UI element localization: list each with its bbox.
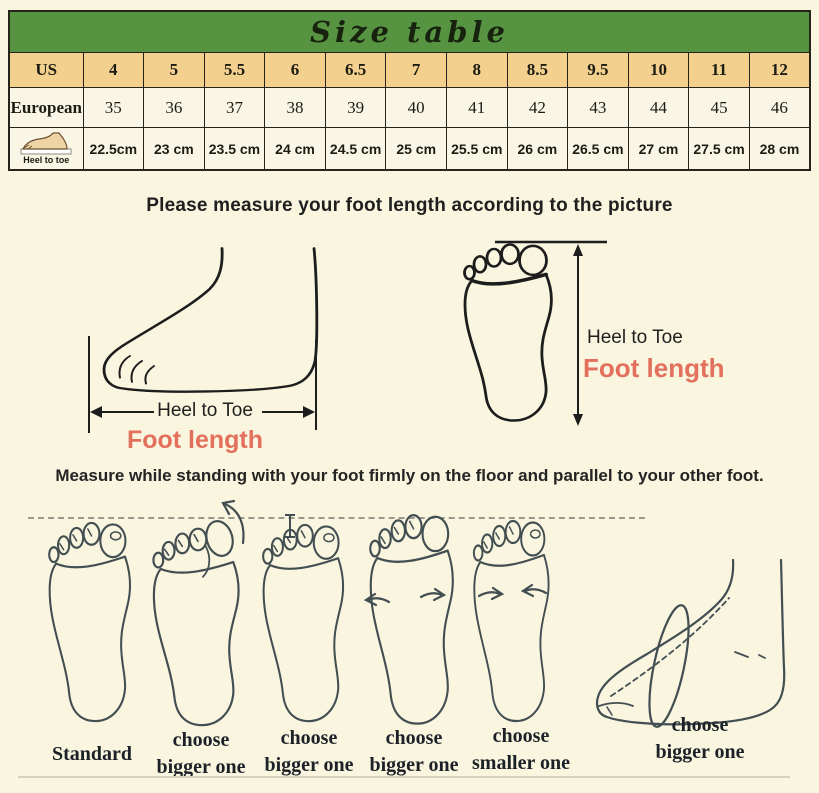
size-cell: 39 (325, 88, 386, 128)
size-cell: 6.5 (325, 53, 386, 88)
narrow-foot-illustration (470, 517, 556, 729)
size-cell: 27.5 cm (689, 128, 750, 171)
fit-guide-label-standard (32, 741, 152, 768)
fit-label-line1: Standard (51, 743, 133, 765)
fit-label-line2: bigger one (156, 756, 246, 778)
gap-measure-mark-icon (283, 512, 297, 540)
arrow-right-icon (420, 587, 448, 603)
us-size-row (9, 53, 810, 88)
size-cell: 35 (83, 88, 144, 128)
size-cell: 38 (265, 88, 326, 128)
size-cell: 42 (507, 88, 568, 128)
size-cell: 5.5 (204, 53, 265, 88)
fit-label-line1: choose (385, 727, 443, 749)
size-cell: 43 (568, 88, 629, 128)
size-cell: 27 cm (628, 128, 689, 171)
size-cell: 12 (749, 53, 810, 88)
fit-guide-label-3 (251, 725, 367, 779)
heel-row-label-cell (9, 128, 83, 171)
size-cell: 5 (144, 53, 205, 88)
fit-label-line1: choose (671, 714, 729, 736)
fit-label-line2: smaller one (472, 752, 570, 774)
size-cell: 41 (446, 88, 507, 128)
size-cell: 44 (628, 88, 689, 128)
mini-foot-icon (18, 132, 74, 156)
size-cell: 24.5 cm (325, 128, 386, 171)
fit-label-line2: bigger one (264, 754, 354, 776)
foot-length-label-sole: Foot length (583, 353, 725, 383)
size-cell: 24 cm (265, 128, 326, 171)
size-cell: 8.5 (507, 53, 568, 88)
arrow-left-icon (362, 592, 390, 608)
size-cell: 46 (749, 88, 810, 128)
size-table-header (9, 11, 810, 53)
fit-label-line2: bigger one (369, 754, 459, 776)
size-cell: 7 (386, 53, 447, 88)
fit-guide-label-4 (356, 725, 472, 779)
heel-to-toe-label-side: Heel to Toe (157, 400, 253, 421)
fit-label-line1: choose (280, 727, 338, 749)
size-cell: 9.5 (568, 53, 629, 88)
size-cell: 6 (265, 53, 326, 88)
wide-foot-illustration (366, 511, 461, 732)
size-cell: 26 cm (507, 128, 568, 171)
fit-label-line1: choose (172, 729, 230, 751)
size-cell: 25 cm (386, 128, 447, 171)
size-cell: 36 (144, 88, 205, 128)
size-cell: 4 (83, 53, 144, 88)
fit-label-line2: bigger one (655, 741, 745, 763)
standing-note: Measure while standing with your foot firmly on the floor and parallel to your other foot. (55, 466, 764, 485)
size-cell: 23.5 cm (204, 128, 265, 171)
foot-length-label-side: Foot length (126, 426, 264, 454)
size-cell: 11 (689, 53, 750, 88)
size-cell: 37 (204, 88, 265, 128)
measure-heading: Please measure your foot length according to the picture (146, 195, 673, 216)
arrow-left-icon (519, 583, 547, 599)
size-cell: 26.5 cm (568, 128, 629, 171)
heel-to-toe-row (9, 128, 810, 171)
size-table-title: Size table (310, 15, 509, 49)
size-table-title-cell (9, 11, 810, 53)
arrow-right-icon (478, 586, 506, 602)
size-cell: 40 (386, 88, 447, 128)
size-cell: 10 (628, 53, 689, 88)
fit-guide-label-6 (630, 712, 770, 766)
european-size-row (9, 88, 810, 128)
heel-to-toe-icon-label: Heel to toe (23, 155, 70, 165)
size-cell: 28 cm (749, 128, 810, 171)
fit-guide-label-5 (458, 723, 584, 777)
size-cell: 45 (689, 88, 750, 128)
size-cell: 25.5 cm (446, 128, 507, 171)
bottom-divider (18, 776, 790, 778)
fit-guide-label-2 (143, 727, 259, 781)
us-row-label: US (9, 53, 83, 88)
heel-to-toe-label-sole: Heel to Toe (587, 327, 683, 348)
size-cell: 22.5cm (83, 128, 144, 171)
standard-foot-illustration (45, 519, 138, 729)
size-cell: 23 cm (144, 128, 205, 171)
toe-curve-arrow-icon (213, 499, 247, 545)
size-table (8, 10, 811, 171)
gap-foot-illustration (259, 521, 351, 729)
european-row-label: European (9, 88, 83, 128)
fit-label-line1: choose (492, 725, 550, 747)
size-cell: 8 (446, 53, 507, 88)
